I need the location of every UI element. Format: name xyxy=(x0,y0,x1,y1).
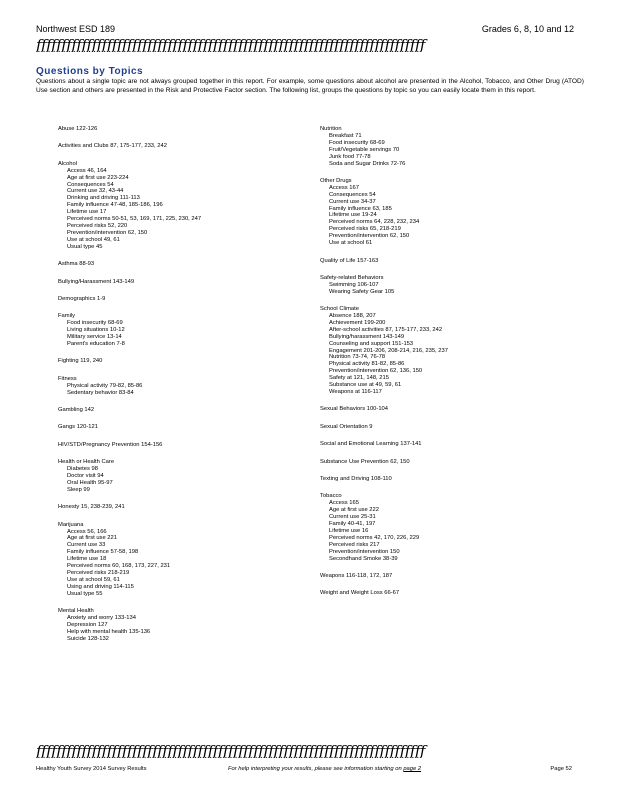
subtopic-item: Current use 33 xyxy=(67,542,106,549)
subtopic-item: Usual type 55 xyxy=(67,590,103,597)
topic-name: Nutrition xyxy=(320,126,342,132)
topic-block xyxy=(320,590,570,597)
topic-name: Gambling 142 xyxy=(58,406,95,413)
subtopic-item: Lifetime use 19-24 xyxy=(329,212,377,219)
subtopic-item: Age at first use 222 xyxy=(329,507,379,514)
topic-name: Mental Health xyxy=(58,608,94,615)
subtopic-item: Consequences 54 xyxy=(329,191,376,198)
subtopic-item: Use at school 61 xyxy=(329,240,373,247)
header-district: Northwest ESD 189 xyxy=(36,24,116,34)
subtopic-item: Access 46, 164 xyxy=(67,167,107,174)
topic-block xyxy=(320,441,570,448)
topic-name: School Climate xyxy=(320,306,359,313)
topic-block xyxy=(58,161,298,251)
topic-name: Asthma 88-93 xyxy=(58,261,95,268)
subtopic-item: Food insecurity 68-69 xyxy=(67,320,123,327)
subtopic-item: Use at school 49, 61 xyxy=(67,236,120,243)
subtopic-item: Suicide 128-132 xyxy=(67,635,109,642)
subtopic-item: Help with mental health 135-136 xyxy=(67,628,151,635)
topic-name: Bullying/Harassment 143-149 xyxy=(58,278,135,285)
footer-help-label: For help interpreting your results, please see information starting on xyxy=(228,766,402,772)
topic-block xyxy=(320,275,570,296)
subtopic-item: Drinking and driving 111-113 xyxy=(67,195,140,202)
decorative-rule-bottom: ƒƒƒƒƒƒƒƒƒƒƒƒƒƒƒƒƒƒƒƒƒƒƒƒƒƒƒƒƒƒƒƒƒƒƒƒƒƒƒƒƒƒƒƒƒƒƒƒƒƒƒƒƒƒƒƒƒƒƒƒƒƒƒƒƒƒƒƒƒƒƒƒƒƒƒƒƒ xyxy=(36,744,425,758)
subtopic-item: Perceived norms 60, 168, 173, 227, 231 xyxy=(67,563,171,570)
topic-block xyxy=(320,573,570,580)
topic-block xyxy=(58,504,298,511)
subtopic-item: Living situations 10-12 xyxy=(67,327,125,334)
subtopic-item: Access 165 xyxy=(329,500,359,507)
subtopic-item: Family influence 63, 185 xyxy=(329,205,392,212)
topic-block xyxy=(58,313,298,348)
subtopic-item: Achievement 199-200 xyxy=(329,319,386,326)
topic-block xyxy=(58,608,298,643)
topic-block xyxy=(320,493,570,562)
intro-paragraph: Questions about a single topic are not always grouped together in this report. For example, some questions about alcohol are presented in the Alcohol, Tobacco, and Other Drug (ATOD) Use section and others are presented in the Risk and Protective Factor section. The following list, groups the questions by topic so you can easily locate them in this report. xyxy=(36,78,584,94)
subtopic-item: Food insecurity 68-69 xyxy=(329,139,385,146)
subtopic-item: Absence 188, 207 xyxy=(329,313,376,320)
footer-page-number: Page 52 xyxy=(550,766,572,772)
topic-block xyxy=(320,126,570,167)
subtopic-item: Perceived risks 218-219 xyxy=(67,569,130,576)
subtopic-item: Counseling and support 151-153 xyxy=(329,340,414,347)
subtopic-item: Oral Health 95-97 xyxy=(67,479,113,486)
subtopic-item: Perceived risks 52, 220 xyxy=(67,222,128,229)
subtopic-item: Diabetes 98 xyxy=(67,466,98,473)
subtopic-item: Physical activity 81-82, 85-86 xyxy=(329,361,405,368)
subtopic-item: Fruit/Vegetable servings 70 xyxy=(329,146,400,153)
footer-survey-title: Healthy Youth Survey 2014 Survey Results xyxy=(36,766,147,772)
subtopic-item: Perceived risks 217 xyxy=(329,541,380,548)
topic-name: Gangs 120-121 xyxy=(58,424,98,431)
topic-block xyxy=(58,459,298,494)
topic-name: Weight and Weight Loss 66-67 xyxy=(320,590,400,597)
subtopic-item: Age at first use 221 xyxy=(67,535,117,542)
subtopic-item: Perceived norms 42, 170, 226, 229 xyxy=(329,534,420,541)
subtopic-item: Breakfast 71 xyxy=(329,132,362,139)
topic-block xyxy=(58,407,298,414)
subtopic-item: Physical activity 79-82, 85-86 xyxy=(67,382,143,389)
subtopic-item: Secondhand Smoke 38-39 xyxy=(329,555,398,562)
section-title: Questions by Topics xyxy=(36,66,144,77)
topic-name: Activities and Clubs 87, 175-177, 233, 242 xyxy=(58,143,167,150)
topic-name: Quality of Life 157-163 xyxy=(320,257,379,264)
subtopic-item: Sleep 99 xyxy=(67,486,90,493)
topic-block xyxy=(58,143,298,150)
topic-name: Abuse 122-126 xyxy=(58,126,98,132)
topic-block xyxy=(58,279,298,286)
subtopic-item: Doctor visit 94 xyxy=(67,473,104,479)
subtopic-item: Nutrition 73-74, 76-78 xyxy=(329,354,386,361)
topic-block xyxy=(320,459,570,466)
subtopic-item: Current use 25-31 xyxy=(329,514,376,521)
topics-column-left xyxy=(58,126,298,653)
topic-block xyxy=(320,476,570,483)
subtopic-item: Family influence 57-58, 198 xyxy=(67,549,139,556)
topic-name: Honesty 15, 238-239, 241 xyxy=(58,504,125,511)
subtopic-item: Usual type 45 xyxy=(67,243,103,250)
subtopic-item: Age at first use 223-224 xyxy=(67,174,129,181)
subtopic-item: Lifetime use 16 xyxy=(329,527,369,534)
subtopic-item: Sedentary behavior 83-84 xyxy=(67,389,134,396)
topic-name: Safety-related Behaviors xyxy=(320,274,384,281)
subtopic-item: Access 167 xyxy=(329,184,359,191)
subtopic-item: Perceived norms 64, 228, 232, 234 xyxy=(329,219,420,226)
subtopic-item: Prevention/intervention 150 xyxy=(329,548,400,555)
topic-block xyxy=(58,126,298,133)
topic-block xyxy=(320,424,570,431)
subtopic-item: Safety at 121, 148, 215 xyxy=(329,375,389,382)
topic-name: Health or Health Care xyxy=(58,459,115,466)
subtopic-item: Depression 127 xyxy=(67,621,108,628)
topic-block xyxy=(58,376,298,397)
subtopic-item: Family 40-41, 197 xyxy=(329,521,376,528)
topic-block xyxy=(58,522,298,598)
topic-block xyxy=(320,178,570,247)
topic-name: Fighting 119, 240 xyxy=(58,358,103,365)
subtopic-item: Engagement 201-206, 208-214, 216, 235, 237 xyxy=(329,347,448,354)
subtopic-item: Perceived norms 50-51, 53, 169, 171, 225, 230, 247 xyxy=(67,216,202,223)
subtopic-item: Use at school 59, 61 xyxy=(67,576,120,583)
topic-block xyxy=(58,442,298,449)
subtopic-item: Current use 34-37 xyxy=(329,198,376,205)
topic-block xyxy=(320,306,570,396)
topic-name: Alcohol xyxy=(58,160,78,167)
subtopic-item: Using and driving 114-115 xyxy=(67,583,134,590)
footer-help-text xyxy=(228,766,421,772)
subtopic-item: Prevention/intervention 62, 150 xyxy=(67,229,148,236)
topic-name: HIV/STD/Pregnancy Prevention 154-156 xyxy=(58,441,163,448)
topic-name: Marijuana xyxy=(58,521,84,528)
topic-block xyxy=(320,258,570,265)
topic-name: Family xyxy=(58,313,76,320)
topic-block xyxy=(58,424,298,431)
topic-name: Demographics 1-9 xyxy=(58,295,106,302)
topic-name: Sexual Orientation 9 xyxy=(320,423,373,430)
subtopic-item: Soda and Sugar Drinks 72-76 xyxy=(329,160,406,167)
subtopic-item: Parent's education 7-8 xyxy=(67,340,125,347)
subtopic-item: Family influence 47-48, 185-186, 196 xyxy=(67,202,163,209)
footer-page-link[interactable]: page 2 xyxy=(403,766,422,772)
subtopic-item: Bullying/harassment 143-149 xyxy=(329,333,405,340)
subtopic-item: Access 56, 166 xyxy=(67,528,107,535)
topic-name: Social and Emotional Learning 137-141 xyxy=(320,441,422,448)
topic-name: Sexual Behaviors 100-104 xyxy=(320,406,388,413)
subtopic-item: After-school activities 87, 175-177, 233, 242 xyxy=(329,326,443,333)
subtopic-item: Substance use at 49, 59, 61 xyxy=(329,382,402,389)
subtopic-item: Current use 32, 43-44 xyxy=(67,188,124,195)
topic-name: Substance Use Prevention 62, 150 xyxy=(320,458,410,465)
subtopic-item: Lifetime use 17 xyxy=(67,209,107,216)
subtopic-item: Military service 13-14 xyxy=(67,334,122,341)
subtopic-item: Prevention/intervention 62, 150 xyxy=(329,233,410,240)
topic-name: Fitness xyxy=(58,375,77,382)
topic-name: Tobacco xyxy=(320,493,342,500)
topic-block xyxy=(58,261,298,268)
topic-block xyxy=(58,296,298,303)
subtopic-item: Swimming 106-107 xyxy=(329,281,379,288)
subtopic-item: Weapons at 116-117 xyxy=(329,389,382,395)
topic-block xyxy=(320,406,570,413)
topics-column-right xyxy=(320,126,570,608)
header-grades: Grades 6, 8, 10 and 12 xyxy=(481,24,574,34)
topic-name: Weapons 116-118, 172, 187 xyxy=(320,573,393,579)
subtopic-item: Wearing Safety Gear 105 xyxy=(329,288,395,295)
subtopic-item: Consequences 54 xyxy=(67,181,114,188)
subtopic-item: Junk food 77-78 xyxy=(329,153,371,160)
subtopic-item: Anxiety and worry 133-134 xyxy=(67,615,136,621)
topic-name: Other Drugs xyxy=(320,177,352,184)
topic-name: Texting and Driving 108-110 xyxy=(320,476,392,483)
topic-block xyxy=(58,358,298,365)
subtopic-item: Lifetime use 18 xyxy=(67,556,107,563)
decorative-rule-top: ƒƒƒƒƒƒƒƒƒƒƒƒƒƒƒƒƒƒƒƒƒƒƒƒƒƒƒƒƒƒƒƒƒƒƒƒƒƒƒƒƒƒƒƒƒƒƒƒƒƒƒƒƒƒƒƒƒƒƒƒƒƒƒƒƒƒƒƒƒƒƒƒƒƒƒƒƒ xyxy=(36,38,425,52)
subtopic-item: Prevention/intervention 62, 136, 150 xyxy=(329,368,423,375)
subtopic-item: Perceived risks 65, 218-219 xyxy=(329,226,401,233)
